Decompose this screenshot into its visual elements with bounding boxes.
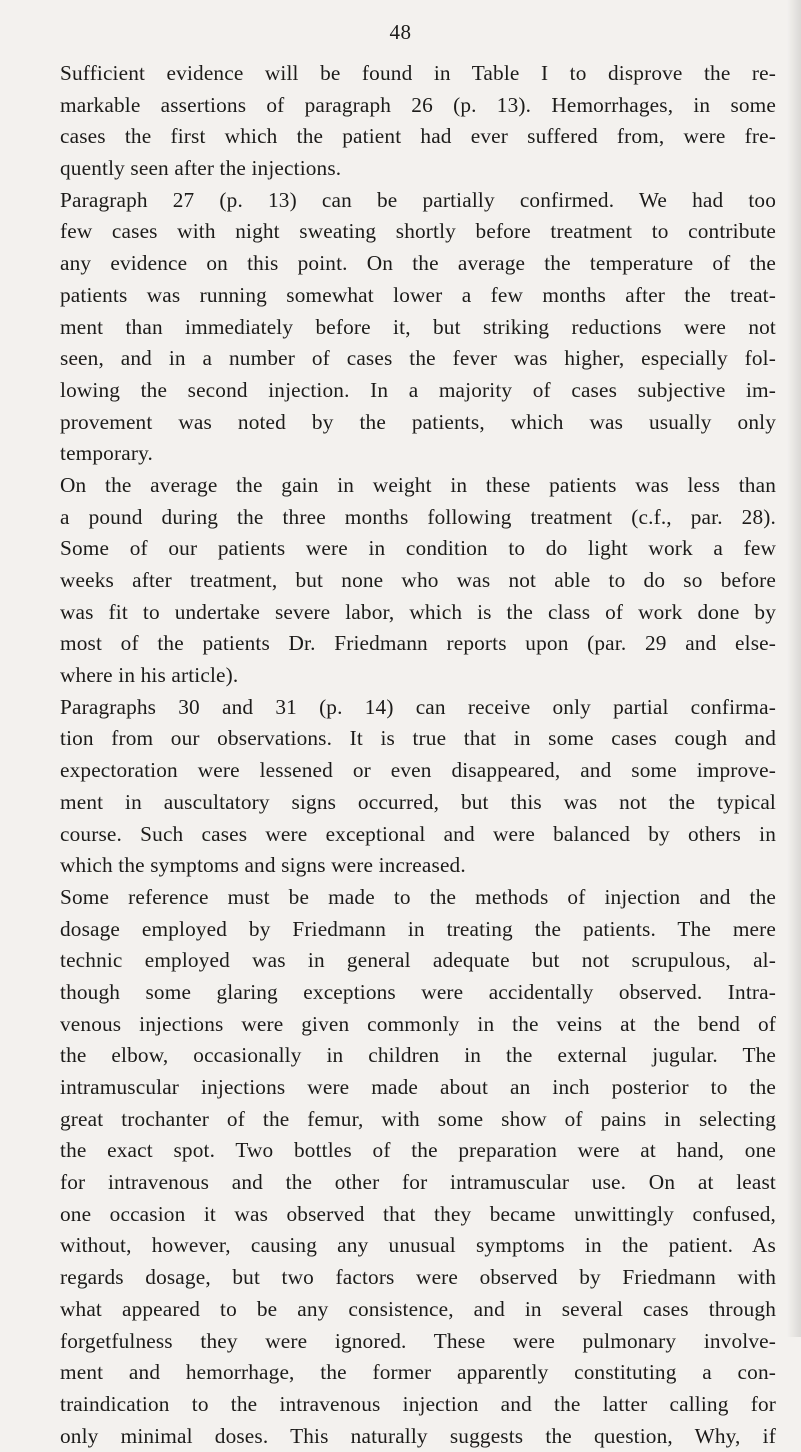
text-line: markable assertions of paragraph 26 (p. 13). Hemorrhages, in some bbox=[60, 92, 776, 117]
text-line: was fit to undertake severe labor, which is the class of work done by bbox=[60, 599, 776, 624]
text-line: without, however, causing any unusual symptoms in the patient. As bbox=[60, 1233, 776, 1258]
text-line: lowing the second injection. In a majority of cases subjective im- bbox=[60, 377, 776, 402]
text-line: On the average the gain in weight in these patients was less than bbox=[60, 472, 776, 497]
text-line: cases the first which the patient had ever suffered from, were fre- bbox=[60, 124, 776, 149]
text-line: tion from our observations. It is true that in some cases cough and bbox=[60, 726, 776, 751]
text-line: though some glaring exceptions were accidentally observed. Intra- bbox=[60, 979, 776, 1004]
text-line: only minimal doses. This naturally suggests the question, Why, if bbox=[60, 1423, 776, 1448]
text-line: traindication to the intravenous injection and the latter calling for bbox=[60, 1391, 776, 1416]
page-edge-shadow bbox=[787, 0, 801, 1337]
text-line: Sufficient evidence will be found in Table I to disprove the re- bbox=[60, 61, 776, 85]
text-line: what appeared to be any consistence, and in several cases through bbox=[60, 1296, 776, 1321]
text-line: intramuscular injections were made about an inch posterior to the bbox=[60, 1075, 776, 1099]
page-number: 48 bbox=[389, 20, 412, 44]
text-line: one occasion it was observed that they became unwittingly confused, bbox=[60, 1201, 776, 1226]
text-line: weeks after treatment, but none who was not able to do so before bbox=[60, 568, 776, 592]
text-line: where in his article). bbox=[60, 663, 239, 688]
text-line: ment and hemorrhage, the former apparently constituting a con- bbox=[60, 1360, 776, 1385]
text-line: a pound during the three months following treatment (c.f., par. 28). bbox=[60, 504, 776, 529]
text-line: Some reference must be made to the methods of injection and the bbox=[60, 884, 776, 909]
text-line: provement was noted by the patients, which was usually only bbox=[60, 409, 776, 434]
text-line: seen, and in a number of cases the fever was higher, especially fol- bbox=[60, 346, 776, 371]
text-line: quently seen after the injections. bbox=[60, 156, 342, 181]
text-line: regards dosage, but two factors were observed by Friedmann with bbox=[60, 1265, 776, 1290]
text-line: expectoration were lessened or even disappeared, and some improve- bbox=[60, 758, 776, 783]
text-line: for intravenous and the other for intramuscular use. On at least bbox=[60, 1170, 776, 1195]
text-line: course. Such cases were exceptional and were balanced by others in bbox=[60, 821, 776, 846]
text-line: ment than immediately before it, but striking reductions were not bbox=[60, 314, 776, 339]
text-line: the exact spot. Two bottles of the preparation were at hand, one bbox=[60, 1138, 776, 1163]
text-line: forgetfulness they were ignored. These were pulmonary involve- bbox=[60, 1328, 776, 1353]
text-line: which the symptoms and signs were increased. bbox=[60, 853, 466, 878]
text-line: any evidence on this point. On the average the temperature of the bbox=[60, 251, 776, 276]
text-line: patients was running somewhat lower a few months after the treat- bbox=[60, 282, 776, 307]
text-line: temporary. bbox=[60, 441, 153, 466]
body-text bbox=[60, 58, 776, 1452]
text-line: great trochanter of the femur, with some show of pains in selecting bbox=[60, 1106, 776, 1131]
text-line: technic employed was in general adequate but not scrupulous, al- bbox=[60, 948, 776, 973]
text-line: Some of our patients were in condition to do light work a few bbox=[60, 536, 776, 561]
text-line: ment in auscultatory signs occurred, but this was not the typical bbox=[60, 789, 776, 814]
text-line: few cases with night sweating shortly before treatment to contribute bbox=[60, 219, 776, 244]
text-line: the elbow, occasionally in children in the external jugular. The bbox=[60, 1043, 776, 1068]
text-line: most of the patients Dr. Friedmann reports upon (par. 29 and else- bbox=[60, 631, 776, 656]
text-line: dosage employed by Friedmann in treating the patients. The mere bbox=[60, 916, 776, 941]
text-line: venous injections were given commonly in the veins at the bend of bbox=[60, 1011, 776, 1036]
text-line: Paragraph 27 (p. 13) can be partially confirmed. We had too bbox=[60, 187, 776, 212]
text-line: Paragraphs 30 and 31 (p. 14) can receive only partial confirma- bbox=[60, 694, 776, 719]
